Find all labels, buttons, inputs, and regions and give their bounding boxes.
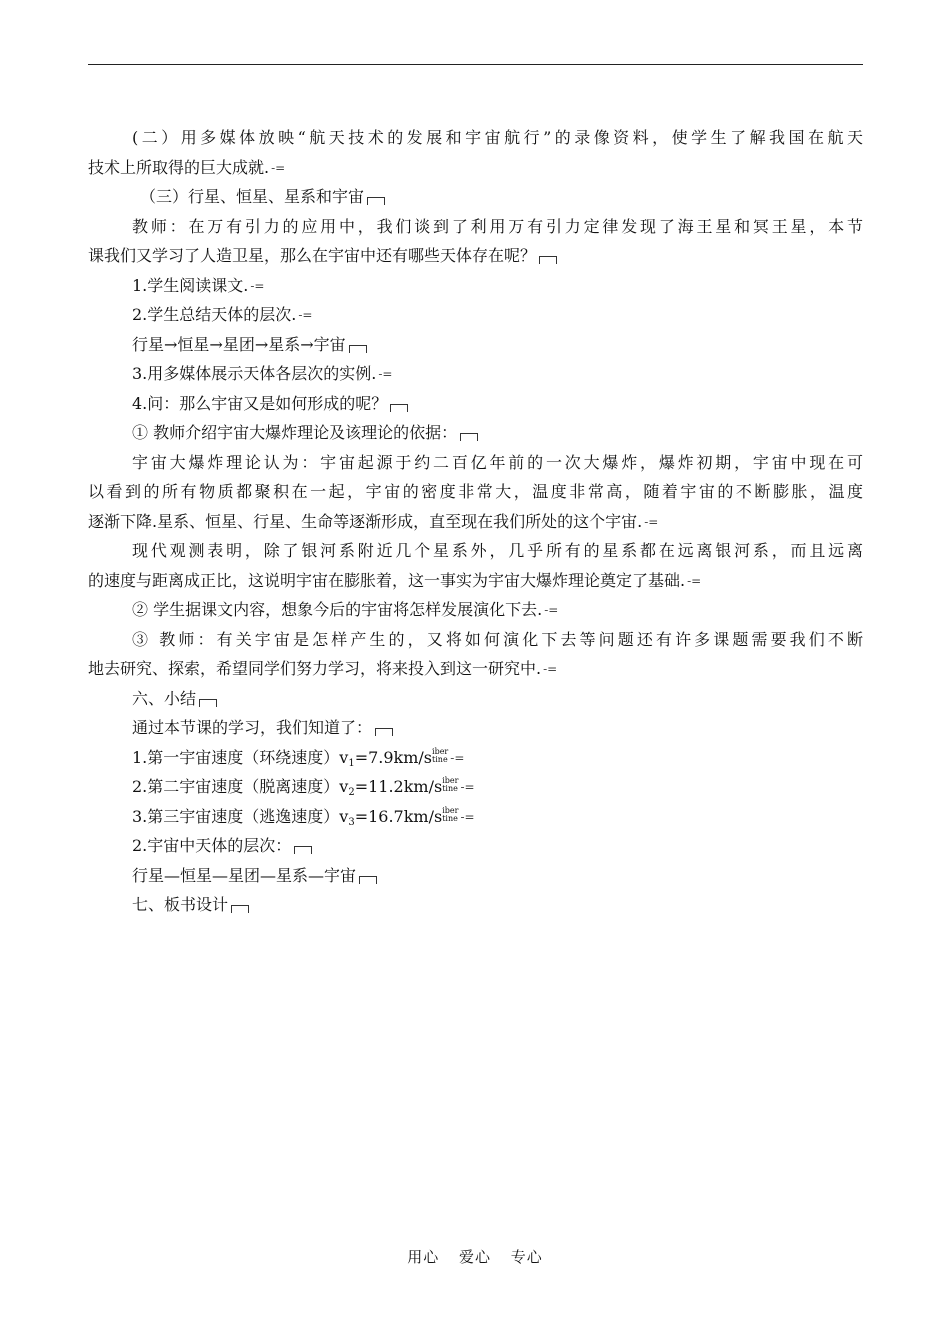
return-mark-icon [375,728,393,736]
tiny-mark: iber tine [442,805,459,823]
paragraph-mark: -= [250,278,265,293]
return-mark-icon [390,404,408,412]
return-mark-icon [294,846,312,854]
paragraph-mark: -= [644,514,659,529]
document-body [88,123,863,920]
section-heading: 六、小结 [88,684,863,714]
list-item: ② 学生据课文内容，想象今后的宇宙将怎样发展演化下去. -= [88,595,863,625]
return-mark-icon [349,345,367,353]
list-item: 1.学生阅读课文. -= [88,271,863,301]
return-mark-icon [231,905,249,913]
velocity-line: 2.第二宇宙速度（脱离速度）$v_2=11.2km/s$ iber tine -= [88,772,863,802]
paragraph-mark: -= [543,662,558,676]
paragraph-mark: -= [687,573,702,588]
header-rule [88,64,863,65]
list-item: 2.宇宙中天体的层次： [88,831,863,861]
paragraph-line: 地去研究、探索，希望同学们努力学习，将来投入到这一研究中. -= [88,654,863,684]
paragraph-line: 技术上所取得的巨大成就. -= [88,153,863,183]
paragraph-line: 现代观测表明，除了银河系附近几个星系外，几乎所有的星系都在远离银河系，而且远离 [132,541,863,560]
paragraph-line: 逐渐下降.星系、恒星、行星、生命等逐渐形成，直至现在我们所处的这个宇宙. -= [88,507,863,537]
hierarchy-line: 行星→恒星→星团→星系→宇宙 [88,330,863,360]
footer-word: 专心 [510,1248,543,1266]
section-heading: 七、板书设计 [88,890,863,920]
list-item: 3.用多媒体展示天体各层次的实例. -= [88,359,863,389]
page-footer [0,1246,950,1267]
paragraph-mark: -= [298,308,313,322]
return-mark-icon [359,876,377,884]
velocity-line: 1.第一宇宙速度（环绕速度）$v_1=7.9km/s$ iber tine -= [88,743,863,773]
tiny-mark: iber tine [432,746,449,764]
paragraph-line: 以看到的所有物质都聚积在一起，宇宙的密度非常大，温度非常高，随着宇宙的不断膨胀，温度 [88,482,863,501]
return-mark-icon [367,197,385,205]
paragraph-mark: -= [271,160,286,175]
footer-word: 爱心 [458,1248,491,1266]
list-item: 4.问：那么宇宙又是如何形成的呢？ [88,389,863,419]
paragraph-mark: -= [378,367,393,381]
return-mark-icon [539,256,557,264]
return-mark-icon [460,433,478,441]
return-mark-icon [199,699,217,707]
tiny-mark: iber tine [442,776,459,793]
section-heading: （三）行星、恒星、星系和宇宙 [88,182,863,212]
paragraph-mark: -= [544,603,559,617]
paragraph-line: 课我们又学习了人造卫星，那么在宇宙中还有哪些天体存在呢？ [88,241,863,271]
list-item: ① 教师介绍宇宙大爆炸理论及该理论的依据： [88,418,863,448]
paragraph-line: 教师：在万有引力的应用中，我们谈到了利用万有引力定律发现了海王星和冥王星，本节 [132,216,863,236]
list-item: 2.学生总结天体的层次. -= [88,300,863,330]
paragraph-line: (二）用多媒体放映“航天技术的发展和宇宙航行”的录像资料，使学生了解我国在航天 [132,128,863,147]
paragraph-mark: -= [450,750,465,765]
paragraph-line: 宇宙大爆炸理论认为：宇宙起源于约二百亿年前的一次大爆炸，爆炸初期，宇宙中现在可 [132,452,863,472]
paragraph-line: 的速度与距离成正比，这说明宇宙在膨胀着，这一事实为宇宙大爆炸理论奠定了基础. -= [88,566,863,596]
footer-word: 用心 [407,1248,440,1266]
hierarchy-line: 行星—恒星—星团—星系—宇宙 [88,861,863,891]
paragraph-line: ③ 教师：有关宇宙是怎样产生的，又将如何演化下去等问题还有许多课题需要我们不断 [132,629,863,649]
paragraph-mark: -= [460,780,475,794]
paragraph-line: 通过本节课的学习，我们知道了： [88,713,863,743]
velocity-line: 3.第三宇宙速度（逃逸速度）$v_3=16.7km/s$ iber tine -= [88,802,863,832]
paragraph-mark: -= [460,809,475,824]
